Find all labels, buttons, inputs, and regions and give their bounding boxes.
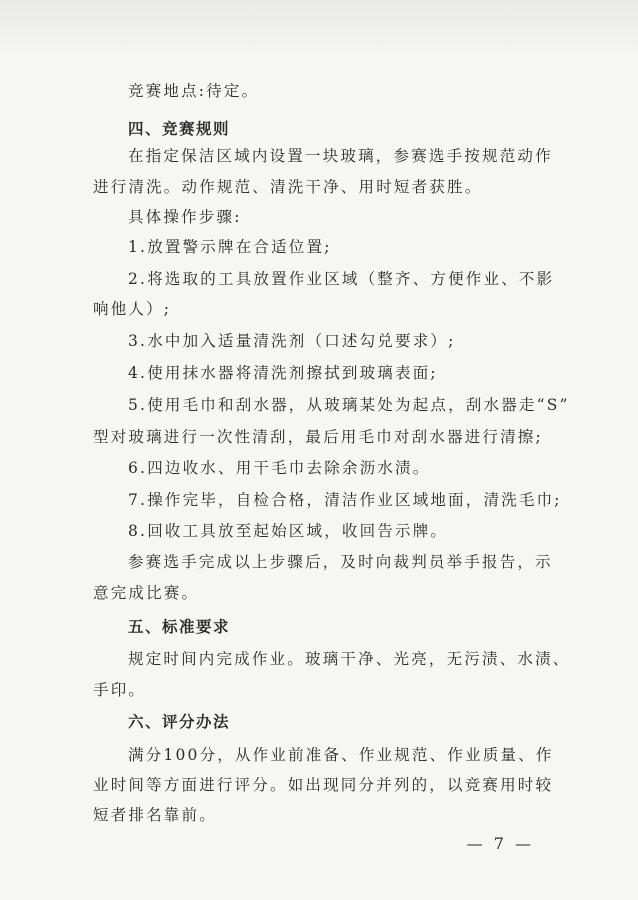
report-paragraph-line-1: 参赛选手完成以上步骤后，及时向裁判员举手报告，示	[128, 553, 553, 571]
scoring-paragraph-line-1: 满分100分，从作业前准备、作业规范、作业质量、作	[128, 746, 554, 764]
scoring-paragraph-line-2: 业时间等方面进行评分。如出现同分并列的，以竞赛用时较	[93, 776, 554, 794]
rules-paragraph-line-1: 在指定保洁区域内设置一块玻璃，参赛选手按规范动作	[128, 147, 553, 165]
section-heading-scoring: 六、评分办法	[128, 713, 231, 731]
standards-paragraph-line-1: 规定时间内完成作业。玻璃干净、光亮，无污渍、水渍、	[128, 650, 571, 668]
step-2-line-1: 2.将选取的工具放置作业区域（整齐、方便作业、不影	[128, 270, 555, 288]
step-8: 8.回收工具放至起始区域，收回告示牌。	[128, 522, 449, 540]
step-6: 6.四边收水、用干毛巾去除余沥水渍。	[128, 459, 431, 477]
scoring-paragraph-line-3: 短者排名靠前。	[93, 806, 217, 824]
section-heading-rules: 四、竞赛规则	[128, 120, 231, 138]
rules-paragraph-line-2: 进行清洗。动作规范、清洗干净、用时短者获胜。	[93, 178, 483, 196]
page-number: — 7 —	[466, 834, 534, 853]
steps-intro: 具体操作步骤:	[128, 208, 242, 226]
scan-shadow	[0, 0, 638, 60]
step-3: 3.水中加入适量清洗剂（口述勾兑要求）;	[128, 332, 456, 350]
section-heading-standards: 五、标准要求	[128, 618, 231, 636]
step-2-line-2: 响他人）;	[93, 300, 172, 318]
step-5-line-2: 型对玻璃进行一次性清刮，最后用毛巾对刮水器进行清擦;	[93, 428, 543, 446]
step-4: 4.使用抹水器将清洗剂擦拭到玻璃表面;	[128, 364, 438, 382]
step-7: 7.操作完毕，自检合格，清洁作业区域地面，清洗毛巾;	[128, 491, 562, 509]
step-1: 1.放置警示牌在合适位置;	[128, 238, 332, 256]
venue-line: 竞赛地点:待定。	[128, 82, 260, 100]
report-paragraph-line-2: 意完成比赛。	[93, 584, 200, 602]
standards-paragraph-line-2: 手印。	[93, 681, 147, 699]
step-5-line-1: 5.使用毛巾和刮水器，从玻璃某处为起点，刮水器走“S”	[128, 396, 570, 414]
